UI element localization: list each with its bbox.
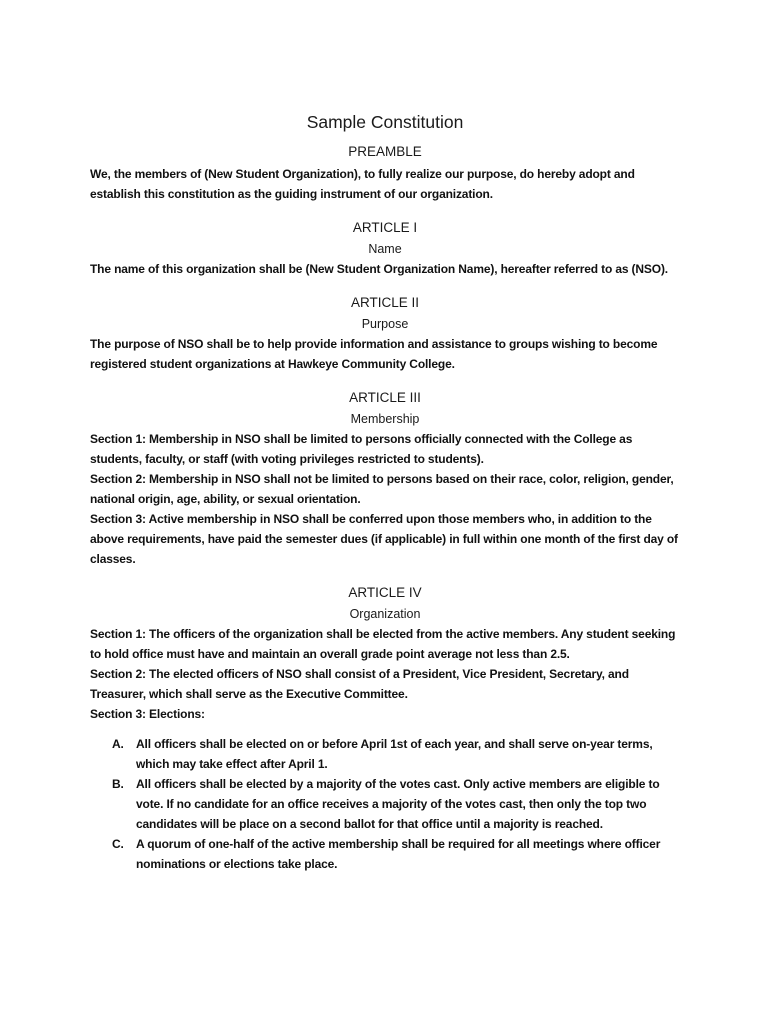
article-1-text: The name of this organization shall be (New Student Organization Name), hereafter referred to as (NSO). [90,262,668,276]
article-3-section [90,388,680,569]
article-2-text: The purpose of NSO shall be to help provide information and assistance to groups wishing to become registered student organizations at Hawkeye Community College. [90,337,658,371]
article-3-heading: ARTICLE III [349,390,421,405]
article-1-heading: ARTICLE I [352,220,418,235]
list-item [112,774,680,834]
article-2-heading: ARTICLE II [350,295,420,310]
article-3-section-2: Section 2: Membership in NSO shall not be limited to persons based on their race, color, religion, gender, national origin, age, ability, or sexual orientation. [90,472,674,506]
article-1-subheading: Name [368,242,402,256]
article-3-subheading: Membership [350,412,420,426]
document-title: Sample Constitution [306,112,464,132]
article-3-section-1: Section 1: Membership in NSO shall be limited to persons officially connected with the College as students, faculty, or staff (with voting privileges restricted to students). [90,432,633,466]
article-1-section [90,218,680,279]
article-4-section [90,583,680,874]
list-item [112,734,680,774]
article-3-section-3: Section 3: Active membership in NSO shall be conferred upon those members who, in addition to the above requirements, have paid the semester dues (if applicable) in full within one month of the first day of classes. [90,512,678,566]
preamble-text: We, the members of (New Student Organization), to fully realize our purpose, do hereby adopt and establish this constitution as the guiding instrument of our organization. [90,167,635,201]
article-4-section-2: Section 2: The elected officers of NSO shall consist of a President, Vice President, Secretary, and Treasurer, which shall serve as the Executive Committee. [90,667,629,701]
article-4-heading: ARTICLE IV [348,585,422,600]
list-item-text: A quorum of one-half of the active membership shall be required for all meetings where officer nominations or elections take place. [136,837,661,871]
article-2-section [90,293,680,374]
preamble-heading: PREAMBLE [348,144,422,159]
list-item-text: All officers shall be elected by a majority of the votes cast. Only active members are eligible to vote. If no candidate for an office receives a majority of the votes cast, then only the top two candidates will be place on a second ballot for that office until a majority is reached. [136,777,660,831]
article-4-subheading: Organization [349,607,421,621]
list-marker: A. [112,737,124,751]
article-2-subheading: Purpose [361,317,409,331]
list-marker: B. [112,777,124,791]
article-4-section-1: Section 1: The officers of the organization shall be elected from the active members. Any student seeking to hold office must have and maintain an overall grade point average not less than 2.5. [90,627,676,661]
list-item [112,834,680,874]
elections-list [90,734,680,874]
list-item-text: All officers shall be elected on or before April 1st of each year, and shall serve on-year terms, which may take effect after April 1. [136,737,653,771]
list-marker: C. [112,837,124,851]
preamble-section [90,142,680,204]
article-4-section-3: Section 3: Elections: [90,707,205,721]
